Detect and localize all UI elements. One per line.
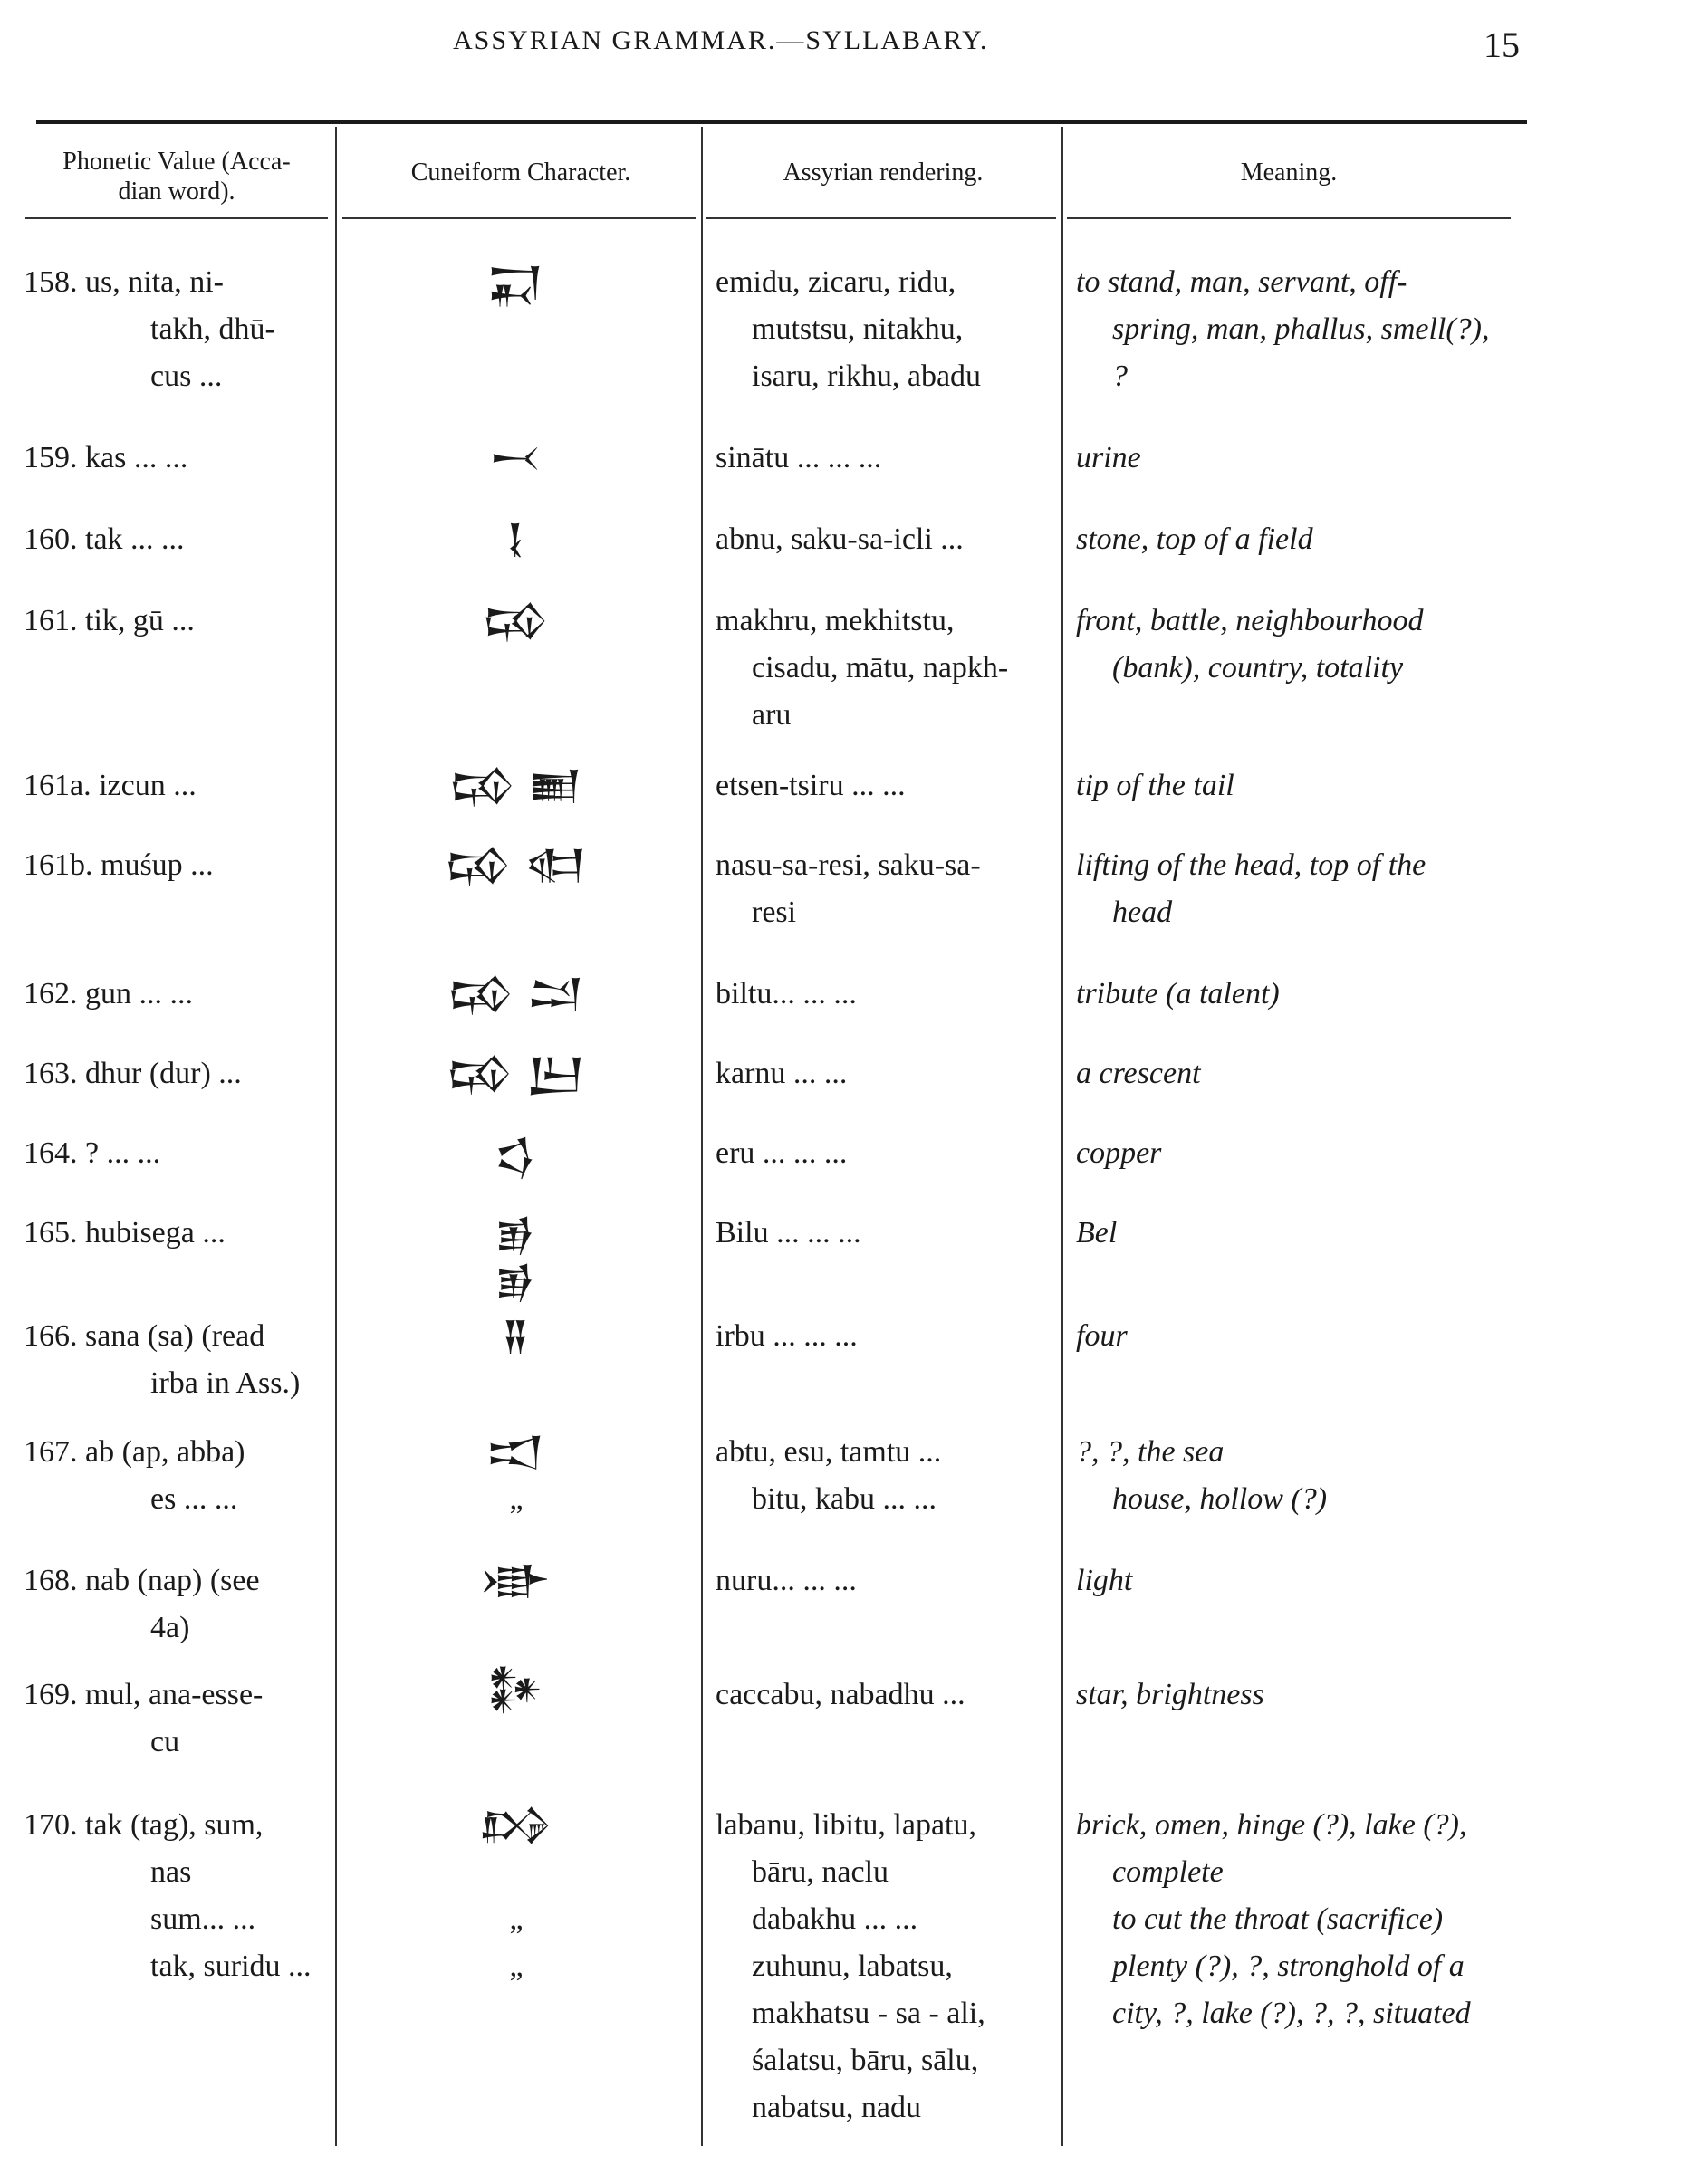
cuneiform-character-cell bbox=[344, 1672, 688, 1719]
meaning-line: spring, man, phallus, smell(?), bbox=[1112, 312, 1490, 346]
phonetic-value-cell bbox=[24, 1130, 322, 1177]
assyrian-rendering-line: nuru... ... ... bbox=[716, 1564, 857, 1597]
meaning-cell bbox=[1076, 1313, 1520, 1360]
assyrian-rendering-line: bitu, kabu ... ... bbox=[752, 1482, 937, 1516]
cuneiform-character-line: 𒄘 𒆤 bbox=[448, 763, 584, 808]
assyrian-rendering-cell bbox=[716, 1050, 1042, 1097]
meaning-line: tip of the tail bbox=[1076, 769, 1234, 802]
assyrian-rendering-line: Bilu ... ... ... bbox=[716, 1216, 861, 1250]
column-header-meaning: Meaning. bbox=[1240, 158, 1338, 187]
cuneiform-character-line: 𒄘 𒌨 bbox=[446, 1051, 587, 1096]
meaning-line: copper bbox=[1076, 1136, 1162, 1170]
assyrian-rendering-line: biltu... ... ... bbox=[716, 977, 857, 1011]
meaning-line: front, battle, neighbourhood bbox=[1076, 604, 1424, 637]
phonetic-value-line: 161b. muśup ... bbox=[24, 848, 214, 882]
meaning-line: brick, omen, hinge (?), lake (?), bbox=[1076, 1808, 1467, 1842]
cuneiform-character-line: 𒄘 𒊕 bbox=[444, 843, 589, 887]
header-underline bbox=[706, 217, 1056, 219]
cuneiform-character-line: 𒀊 bbox=[486, 1430, 546, 1474]
meaning-line: light bbox=[1076, 1564, 1133, 1597]
meaning-line: urine bbox=[1076, 441, 1141, 474]
meaning-line: complete bbox=[1112, 1855, 1224, 1889]
assyrian-rendering-line: irbu ... ... ... bbox=[716, 1319, 858, 1353]
assyrian-rendering-line: eru ... ... ... bbox=[716, 1136, 848, 1170]
assyrian-rendering-cell bbox=[716, 1130, 1042, 1177]
assyrian-rendering-line: makhru, mekhitstu, bbox=[716, 604, 955, 637]
cuneiform-character-cell bbox=[344, 842, 688, 889]
phonetic-value-cell bbox=[24, 259, 322, 400]
cuneiform-character-cell bbox=[344, 1210, 688, 1304]
meaning-line: star, brightness bbox=[1076, 1678, 1264, 1711]
assyrian-rendering-line: mutstsu, nitakhu, bbox=[752, 312, 964, 346]
cuneiform-character-line: „ bbox=[509, 1949, 524, 1983]
phonetic-value-line: tak, suridu ... bbox=[150, 1949, 312, 1983]
assyrian-rendering-line: karnu ... ... bbox=[716, 1057, 848, 1090]
phonetic-value-cell bbox=[24, 971, 322, 1018]
cuneiform-character-cell bbox=[344, 1802, 688, 1990]
meaning-cell bbox=[1076, 1210, 1520, 1257]
phonetic-value-line: 4a) bbox=[150, 1611, 190, 1644]
assyrian-rendering-line: nasu-sa-resi, saku-sa- bbox=[716, 848, 981, 882]
assyrian-rendering-line: labanu, libitu, lapatu, bbox=[716, 1808, 976, 1842]
assyrian-rendering-line: emidu, zicaru, ridu, bbox=[716, 265, 956, 299]
column-header-phonetic: Phonetic Value (Acca- dian word). bbox=[62, 148, 291, 206]
cuneiform-character-line: 𒀯 bbox=[487, 1672, 545, 1717]
phonetic-value-line: 166. sana (sa) (read bbox=[24, 1319, 265, 1353]
phonetic-value-cell bbox=[24, 1210, 322, 1257]
meaning-line: Bel bbox=[1076, 1216, 1118, 1250]
page-number: 15 bbox=[1484, 24, 1520, 65]
assyrian-rendering-line: etsen-tsiru ... ... bbox=[716, 769, 906, 802]
assyrian-rendering-cell bbox=[716, 1429, 1042, 1523]
header-underline bbox=[1067, 217, 1511, 219]
assyrian-rendering-line: zuhunu, labatsu, bbox=[752, 1949, 953, 1983]
column-divider bbox=[701, 127, 703, 2146]
assyrian-rendering-line: resi bbox=[752, 896, 797, 929]
meaning-line: a crescent bbox=[1076, 1057, 1201, 1090]
meaning-cell bbox=[1076, 1130, 1520, 1177]
phonetic-value-cell bbox=[24, 1429, 322, 1523]
cuneiform-character-line: 𒍑 bbox=[487, 260, 545, 304]
cuneiform-character-cell bbox=[344, 971, 688, 1018]
meaning-cell bbox=[1076, 1050, 1520, 1097]
cuneiform-character-cell bbox=[344, 516, 688, 563]
phonetic-value-cell bbox=[24, 1672, 322, 1766]
column-divider bbox=[1061, 127, 1063, 2146]
cuneiform-character-line: 𒋳 bbox=[478, 1803, 554, 1847]
assyrian-rendering-cell bbox=[716, 435, 1042, 482]
assyrian-rendering-line: dabakhu ... ... bbox=[752, 1902, 918, 1936]
table-top-rule bbox=[36, 120, 1527, 124]
cuneiform-character-line: 𒂊 bbox=[495, 1258, 538, 1302]
assyrian-rendering-cell bbox=[716, 598, 1042, 739]
meaning-cell bbox=[1076, 435, 1520, 482]
column-header-cuneiform: Cuneiform Character. bbox=[410, 158, 631, 187]
cuneiform-character-cell bbox=[344, 1557, 688, 1604]
assyrian-rendering-line: bāru, naclu bbox=[752, 1855, 889, 1889]
meaning-cell bbox=[1076, 259, 1520, 400]
meaning-line: tribute (a talent) bbox=[1076, 977, 1280, 1011]
assyrian-rendering-cell bbox=[716, 1802, 1042, 2131]
phonetic-value-line: 168. nab (nap) (see bbox=[24, 1564, 260, 1597]
assyrian-rendering-line: caccabu, nabadhu ... bbox=[716, 1678, 965, 1711]
phonetic-value-cell bbox=[24, 762, 322, 809]
assyrian-rendering-cell bbox=[716, 1313, 1042, 1360]
assyrian-rendering-line: makhatsu - sa - ali, bbox=[752, 1997, 985, 2030]
assyrian-rendering-cell bbox=[716, 842, 1042, 936]
phonetic-value-line: 162. gun ... ... bbox=[24, 977, 193, 1011]
meaning-line: plenty (?), ?, stronghold of a bbox=[1112, 1949, 1465, 1983]
phonetic-value-line: 158. us, nita, ni- bbox=[24, 265, 224, 299]
assyrian-rendering-cell bbox=[716, 1210, 1042, 1257]
phonetic-value-cell bbox=[24, 1557, 322, 1652]
meaning-line: ? bbox=[1112, 359, 1128, 393]
running-title: ASSYRIAN GRAMMAR.—SYLLABARY. bbox=[453, 25, 989, 55]
cuneiform-character-cell bbox=[344, 1313, 688, 1360]
phonetic-value-cell bbox=[24, 1802, 322, 1990]
meaning-cell bbox=[1076, 762, 1520, 809]
assyrian-rendering-cell bbox=[716, 1672, 1042, 1719]
header-underline bbox=[342, 217, 696, 219]
phonetic-value-cell bbox=[24, 435, 322, 482]
cuneiform-character-line: 𒄘 𒁺 bbox=[447, 972, 586, 1016]
meaning-line: city, ?, lake (?), ?, ?, situated bbox=[1112, 1997, 1471, 2030]
cuneiform-character-cell bbox=[344, 762, 688, 809]
phonetic-value-line: 164. ? ... ... bbox=[24, 1136, 161, 1170]
cuneiform-character-line: 𒀝 bbox=[479, 1558, 553, 1603]
meaning-cell bbox=[1076, 1802, 1520, 2037]
meaning-cell bbox=[1076, 516, 1520, 563]
header-underline bbox=[25, 217, 328, 219]
assyrian-rendering-cell bbox=[716, 1557, 1042, 1604]
phonetic-value-line: cus ... bbox=[150, 359, 223, 393]
assyrian-rendering-line: abnu, saku-sa-icli ... bbox=[716, 522, 964, 556]
cuneiform-character-line: 𒂊 bbox=[495, 1211, 538, 1255]
assyrian-rendering-cell bbox=[716, 762, 1042, 809]
phonetic-value-line: 165. hubisega ... bbox=[24, 1216, 226, 1250]
meaning-line: head bbox=[1112, 896, 1173, 929]
phonetic-value-line: sum... ... bbox=[150, 1902, 256, 1936]
column-header-assyrian: Assyrian rendering. bbox=[783, 158, 984, 187]
phonetic-value-line: 169. mul, ana-esse- bbox=[24, 1678, 264, 1711]
meaning-cell bbox=[1076, 1672, 1520, 1719]
cuneiform-character-line: „ bbox=[509, 1482, 524, 1516]
phonetic-value-line: es ... ... bbox=[150, 1482, 238, 1516]
column-divider bbox=[335, 127, 337, 2146]
meaning-line: lifting of the head, top of the bbox=[1076, 848, 1426, 882]
cuneiform-character-cell bbox=[344, 259, 688, 306]
cuneiform-character-line: 𒐉 bbox=[501, 1314, 532, 1358]
cuneiform-character-cell bbox=[344, 435, 688, 482]
cuneiform-character-cell bbox=[344, 1050, 688, 1097]
meaning-line: (bank), country, totality bbox=[1112, 651, 1404, 685]
assyrian-rendering-line: śalatsu, bāru, sālu, bbox=[752, 2044, 979, 2077]
meaning-cell bbox=[1076, 598, 1520, 692]
phonetic-value-line: 167. ab (ap, abba) bbox=[24, 1435, 245, 1469]
cuneiform-character-line: 𒌓 bbox=[494, 1131, 539, 1175]
meaning-cell bbox=[1076, 1557, 1520, 1604]
meaning-cell bbox=[1076, 971, 1520, 1018]
meaning-line: house, hollow (?) bbox=[1112, 1482, 1328, 1516]
phonetic-value-cell bbox=[24, 1050, 322, 1097]
assyrian-rendering-line: nabatsu, nadu bbox=[752, 2091, 921, 2124]
cuneiform-character-cell bbox=[344, 1429, 688, 1523]
phonetic-value-line: 170. tak (tag), sum, bbox=[24, 1808, 264, 1842]
phonetic-value-line: 161a. izcun ... bbox=[24, 769, 197, 802]
cuneiform-character-cell bbox=[344, 598, 688, 645]
phonetic-value-line: nas bbox=[150, 1855, 192, 1889]
cuneiform-character-line: 𒁁 bbox=[489, 436, 543, 480]
phonetic-value-line: 161. tik, gū ... bbox=[24, 604, 195, 637]
assyrian-rendering-cell bbox=[716, 971, 1042, 1018]
cuneiform-character-line bbox=[344, 1849, 688, 1896]
meaning-line: to cut the throat (sacrifice) bbox=[1112, 1902, 1444, 1936]
phonetic-value-cell bbox=[24, 516, 322, 563]
meaning-line: to stand, man, servant, off- bbox=[1076, 265, 1407, 299]
meaning-line: ?, ?, the sea bbox=[1076, 1435, 1225, 1469]
phonetic-value-line: irba in Ass.) bbox=[150, 1366, 301, 1400]
meaning-line: four bbox=[1076, 1319, 1128, 1353]
assyrian-rendering-line: sinātu ... ... ... bbox=[716, 441, 882, 474]
cuneiform-character-line: 𒋙 bbox=[505, 517, 527, 561]
assyrian-rendering-cell bbox=[716, 259, 1042, 400]
meaning-line: stone, top of a field bbox=[1076, 522, 1313, 556]
phonetic-value-line: cu bbox=[150, 1725, 180, 1758]
meaning-cell bbox=[1076, 1429, 1520, 1523]
cuneiform-character-line: „ bbox=[509, 1902, 524, 1936]
phonetic-value-cell bbox=[24, 1313, 322, 1407]
assyrian-rendering-cell bbox=[716, 516, 1042, 563]
assyrian-rendering-line: abtu, esu, tamtu ... bbox=[716, 1435, 942, 1469]
meaning-cell bbox=[1076, 842, 1520, 936]
assyrian-rendering-line: aru bbox=[752, 698, 792, 732]
phonetic-value-cell bbox=[24, 842, 322, 889]
cuneiform-character-cell bbox=[344, 1130, 688, 1177]
cuneiform-character-line: 𒄘 bbox=[482, 599, 551, 643]
assyrian-rendering-line: isaru, rikhu, abadu bbox=[752, 359, 982, 393]
phonetic-value-line: 163. dhur (dur) ... bbox=[24, 1057, 242, 1090]
assyrian-rendering-line: cisadu, mātu, napkh- bbox=[752, 651, 1009, 685]
phonetic-value-line: 160. tak ... ... bbox=[24, 522, 185, 556]
phonetic-value-line: 159. kas ... ... bbox=[24, 441, 188, 474]
phonetic-value-line: takh, dhū- bbox=[150, 312, 275, 346]
phonetic-value-cell bbox=[24, 598, 322, 645]
